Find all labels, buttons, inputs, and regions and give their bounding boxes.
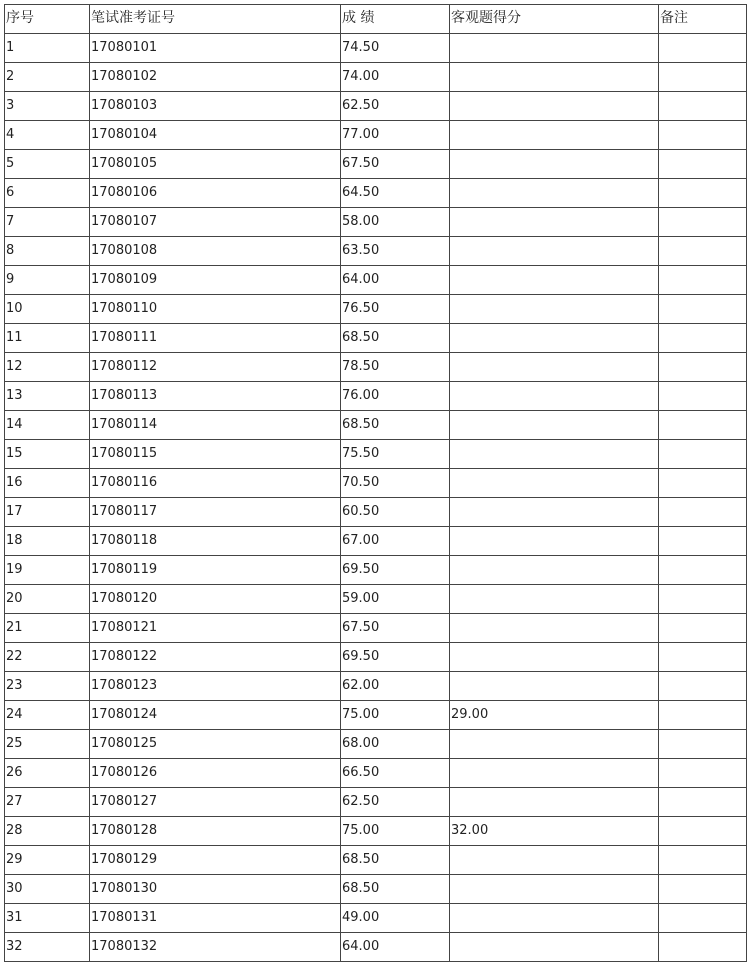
- cell-exam-id: 17080108: [90, 237, 341, 266]
- cell-exam-id: 17080101: [90, 34, 341, 63]
- table-row: [5, 556, 747, 585]
- cell-score: 68.50: [341, 324, 450, 353]
- cell-seq: 22: [5, 643, 90, 672]
- cell-remarks: [659, 237, 747, 266]
- cell-exam-id: 17080118: [90, 527, 341, 556]
- cell-score: 75.00: [341, 817, 450, 846]
- cell-seq: 23: [5, 672, 90, 701]
- table-row: [5, 759, 747, 788]
- cell-seq: 27: [5, 788, 90, 817]
- cell-remarks: [659, 324, 747, 353]
- cell-exam-id: 17080130: [90, 875, 341, 904]
- header-row: [5, 5, 747, 34]
- cell-objective-score: [450, 411, 659, 440]
- cell-objective-score: [450, 121, 659, 150]
- cell-exam-id: 17080111: [90, 324, 341, 353]
- cell-score: 75.00: [341, 701, 450, 730]
- cell-objective-score: [450, 179, 659, 208]
- cell-exam-id: 17080123: [90, 672, 341, 701]
- cell-score: 78.50: [341, 353, 450, 382]
- cell-score: 68.50: [341, 875, 450, 904]
- cell-objective-score: 29.00: [450, 701, 659, 730]
- cell-remarks: [659, 411, 747, 440]
- cell-exam-id: 17080121: [90, 614, 341, 643]
- cell-score: 58.00: [341, 208, 450, 237]
- cell-objective-score: [450, 875, 659, 904]
- cell-exam-id: 17080126: [90, 759, 341, 788]
- header-remarks: 备注: [659, 5, 747, 34]
- cell-exam-id: 17080107: [90, 208, 341, 237]
- cell-remarks: [659, 817, 747, 846]
- cell-remarks: [659, 208, 747, 237]
- table-row: [5, 295, 747, 324]
- cell-seq: 25: [5, 730, 90, 759]
- table-row: [5, 411, 747, 440]
- cell-score: 63.50: [341, 237, 450, 266]
- table-row: [5, 353, 747, 382]
- cell-exam-id: 17080132: [90, 933, 341, 962]
- cell-remarks: [659, 34, 747, 63]
- cell-seq: 3: [5, 92, 90, 121]
- cell-score: 64.50: [341, 179, 450, 208]
- score-table: [4, 4, 747, 962]
- cell-seq: 1: [5, 34, 90, 63]
- cell-exam-id: 17080105: [90, 150, 341, 179]
- cell-objective-score: [450, 237, 659, 266]
- cell-score: 68.00: [341, 730, 450, 759]
- cell-objective-score: [450, 266, 659, 295]
- cell-objective-score: [450, 788, 659, 817]
- cell-exam-id: 17080124: [90, 701, 341, 730]
- cell-objective-score: [450, 440, 659, 469]
- cell-remarks: [659, 121, 747, 150]
- cell-score: 59.00: [341, 585, 450, 614]
- table-row: [5, 266, 747, 295]
- cell-objective-score: [450, 382, 659, 411]
- table-row: [5, 730, 747, 759]
- cell-remarks: [659, 266, 747, 295]
- cell-seq: 30: [5, 875, 90, 904]
- cell-remarks: [659, 382, 747, 411]
- cell-seq: 17: [5, 498, 90, 527]
- cell-score: 74.50: [341, 34, 450, 63]
- cell-objective-score: [450, 208, 659, 237]
- cell-remarks: [659, 440, 747, 469]
- cell-seq: 29: [5, 846, 90, 875]
- cell-remarks: [659, 614, 747, 643]
- cell-objective-score: [450, 672, 659, 701]
- cell-score: 49.00: [341, 904, 450, 933]
- cell-score: 76.50: [341, 295, 450, 324]
- cell-exam-id: 17080103: [90, 92, 341, 121]
- cell-objective-score: [450, 933, 659, 962]
- cell-score: 62.50: [341, 92, 450, 121]
- cell-score: 67.00: [341, 527, 450, 556]
- cell-seq: 15: [5, 440, 90, 469]
- table-row: [5, 440, 747, 469]
- cell-objective-score: [450, 759, 659, 788]
- cell-seq: 24: [5, 701, 90, 730]
- cell-seq: 21: [5, 614, 90, 643]
- cell-score: 69.50: [341, 556, 450, 585]
- cell-remarks: [659, 556, 747, 585]
- cell-exam-id: 17080128: [90, 817, 341, 846]
- cell-exam-id: 17080110: [90, 295, 341, 324]
- cell-remarks: [659, 759, 747, 788]
- table-row: [5, 933, 747, 962]
- table-row: [5, 469, 747, 498]
- cell-score: 64.00: [341, 933, 450, 962]
- cell-score: 75.50: [341, 440, 450, 469]
- table-body: [5, 5, 747, 962]
- cell-exam-id: 17080112: [90, 353, 341, 382]
- cell-seq: 11: [5, 324, 90, 353]
- cell-exam-id: 17080131: [90, 904, 341, 933]
- cell-remarks: [659, 585, 747, 614]
- cell-objective-score: [450, 904, 659, 933]
- cell-exam-id: 17080120: [90, 585, 341, 614]
- cell-exam-id: 17080117: [90, 498, 341, 527]
- cell-exam-id: 17080104: [90, 121, 341, 150]
- cell-exam-id: 17080122: [90, 643, 341, 672]
- cell-objective-score: [450, 643, 659, 672]
- cell-seq: 12: [5, 353, 90, 382]
- cell-score: 67.50: [341, 614, 450, 643]
- cell-seq: 28: [5, 817, 90, 846]
- table-row: [5, 817, 747, 846]
- cell-remarks: [659, 672, 747, 701]
- table-row: [5, 34, 747, 63]
- cell-remarks: [659, 92, 747, 121]
- cell-seq: 10: [5, 295, 90, 324]
- cell-seq: 8: [5, 237, 90, 266]
- table-row: [5, 527, 747, 556]
- cell-score: 62.00: [341, 672, 450, 701]
- table-row: [5, 788, 747, 817]
- cell-remarks: [659, 353, 747, 382]
- cell-score: 60.50: [341, 498, 450, 527]
- cell-exam-id: 17080119: [90, 556, 341, 585]
- cell-remarks: [659, 295, 747, 324]
- cell-seq: 20: [5, 585, 90, 614]
- table-row: [5, 875, 747, 904]
- table-row: [5, 643, 747, 672]
- cell-remarks: [659, 730, 747, 759]
- cell-seq: 31: [5, 904, 90, 933]
- cell-remarks: [659, 469, 747, 498]
- cell-objective-score: 32.00: [450, 817, 659, 846]
- cell-remarks: [659, 150, 747, 179]
- cell-remarks: [659, 701, 747, 730]
- cell-exam-id: 17080102: [90, 63, 341, 92]
- cell-objective-score: [450, 730, 659, 759]
- cell-exam-id: 17080115: [90, 440, 341, 469]
- cell-seq: 7: [5, 208, 90, 237]
- cell-exam-id: 17080114: [90, 411, 341, 440]
- cell-seq: 14: [5, 411, 90, 440]
- cell-seq: 2: [5, 63, 90, 92]
- cell-seq: 16: [5, 469, 90, 498]
- cell-seq: 6: [5, 179, 90, 208]
- cell-objective-score: [450, 34, 659, 63]
- table-row: [5, 324, 747, 353]
- cell-score: 69.50: [341, 643, 450, 672]
- cell-seq: 26: [5, 759, 90, 788]
- cell-score: 62.50: [341, 788, 450, 817]
- table-row: [5, 92, 747, 121]
- header-score: 成 绩: [341, 5, 450, 34]
- cell-remarks: [659, 498, 747, 527]
- cell-remarks: [659, 527, 747, 556]
- table-row: [5, 237, 747, 266]
- table-row: [5, 208, 747, 237]
- cell-remarks: [659, 179, 747, 208]
- cell-score: 67.50: [341, 150, 450, 179]
- cell-exam-id: 17080113: [90, 382, 341, 411]
- cell-remarks: [659, 63, 747, 92]
- cell-seq: 18: [5, 527, 90, 556]
- table-row: [5, 121, 747, 150]
- cell-remarks: [659, 933, 747, 962]
- cell-objective-score: [450, 469, 659, 498]
- header-exam-id: 笔试准考证号: [90, 5, 341, 34]
- cell-objective-score: [450, 498, 659, 527]
- table-row: [5, 672, 747, 701]
- cell-seq: 13: [5, 382, 90, 411]
- cell-objective-score: [450, 527, 659, 556]
- cell-seq: 19: [5, 556, 90, 585]
- cell-remarks: [659, 875, 747, 904]
- cell-exam-id: 17080129: [90, 846, 341, 875]
- cell-exam-id: 17080127: [90, 788, 341, 817]
- header-seq: 序号: [5, 5, 90, 34]
- cell-exam-id: 17080125: [90, 730, 341, 759]
- table-row: [5, 846, 747, 875]
- cell-score: 77.00: [341, 121, 450, 150]
- table-row: [5, 498, 747, 527]
- cell-objective-score: [450, 92, 659, 121]
- table-row: [5, 904, 747, 933]
- cell-exam-id: 17080106: [90, 179, 341, 208]
- table-row: [5, 63, 747, 92]
- cell-remarks: [659, 788, 747, 817]
- cell-seq: 9: [5, 266, 90, 295]
- table-row: [5, 701, 747, 730]
- cell-score: 76.00: [341, 382, 450, 411]
- cell-score: 64.00: [341, 266, 450, 295]
- table-row: [5, 585, 747, 614]
- cell-remarks: [659, 904, 747, 933]
- cell-seq: 5: [5, 150, 90, 179]
- table-row: [5, 382, 747, 411]
- cell-score: 68.50: [341, 846, 450, 875]
- cell-objective-score: [450, 556, 659, 585]
- header-objective-score: 客观题得分: [450, 5, 659, 34]
- cell-seq: 32: [5, 933, 90, 962]
- table-row: [5, 614, 747, 643]
- cell-remarks: [659, 846, 747, 875]
- cell-score: 68.50: [341, 411, 450, 440]
- cell-objective-score: [450, 614, 659, 643]
- cell-seq: 4: [5, 121, 90, 150]
- table-row: [5, 150, 747, 179]
- cell-exam-id: 17080109: [90, 266, 341, 295]
- table-row: [5, 179, 747, 208]
- cell-score: 66.50: [341, 759, 450, 788]
- cell-objective-score: [450, 585, 659, 614]
- cell-objective-score: [450, 846, 659, 875]
- cell-objective-score: [450, 150, 659, 179]
- cell-objective-score: [450, 324, 659, 353]
- cell-exam-id: 17080116: [90, 469, 341, 498]
- cell-objective-score: [450, 63, 659, 92]
- cell-remarks: [659, 643, 747, 672]
- cell-objective-score: [450, 353, 659, 382]
- cell-objective-score: [450, 295, 659, 324]
- cell-score: 74.00: [341, 63, 450, 92]
- cell-score: 70.50: [341, 469, 450, 498]
